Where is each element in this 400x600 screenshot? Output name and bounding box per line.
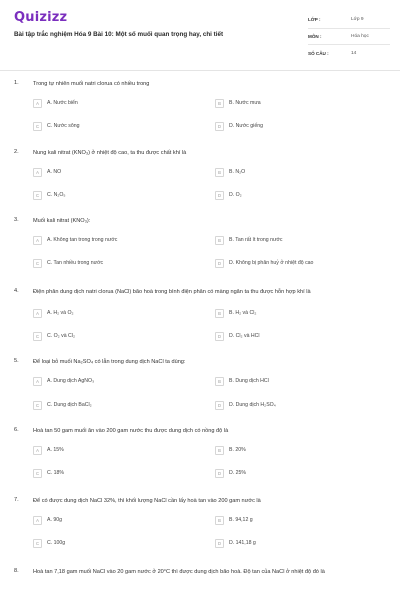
option-letter-badge: B [215, 168, 224, 177]
option-b[interactable] [215, 165, 365, 179]
option-letter-badge: A [33, 309, 42, 318]
option-letter-badge: B [215, 516, 224, 525]
option-c[interactable] [33, 466, 183, 480]
meta-label: SỐ CÂU : [308, 50, 329, 56]
option-a[interactable] [33, 96, 183, 110]
option-letter-badge: A [33, 168, 42, 177]
option-a[interactable] [33, 165, 183, 179]
meta-value: Lớp 9 [351, 17, 364, 23]
meta-label: MÔN : [308, 33, 322, 39]
option-letter-badge: B [215, 236, 224, 245]
option-letter-badge: A [33, 377, 42, 386]
question-text: Muối kali nitrat (KNO₃): [33, 218, 91, 224]
option-d[interactable] [215, 119, 365, 133]
option-a[interactable] [33, 233, 183, 247]
question-number: 6. [14, 427, 19, 433]
option-c[interactable] [33, 398, 183, 412]
worksheet-meta [308, 12, 390, 62]
option-text: C. 100g [47, 540, 66, 546]
option-text: D. Không bị phân huỷ ở nhiệt độ cao [229, 260, 314, 266]
question-number: 1. [14, 80, 19, 86]
option-text: A. Không tan trong trong nước [47, 237, 118, 243]
option-b[interactable] [215, 513, 365, 527]
option-text: A. Dung dịch AgNO₃ [47, 378, 95, 384]
question-text: Trong tự nhiên muối natri clorua có nhiều trong [33, 81, 150, 87]
option-letter-badge: C [33, 332, 42, 341]
question-text: Để loại bỏ muối Na₂SO₄ có lẫn trong dung dịch NaCl ta dùng: [33, 359, 186, 365]
option-text: A. 90g [47, 517, 62, 523]
option-a[interactable] [33, 374, 183, 388]
question-number: 5. [14, 358, 19, 364]
option-text: B. H₂ và Cl₂ [229, 310, 257, 316]
option-c[interactable] [33, 256, 183, 270]
option-d[interactable] [215, 398, 365, 412]
option-text: B. 20% [229, 447, 246, 453]
option-b[interactable] [215, 306, 365, 320]
question-number: 3. [14, 217, 19, 223]
question-text: Để có được dung dịch NaCl 32%, thì khối lượng NaCl cần lấy hoà tan vào 200 gam nước là [33, 498, 261, 504]
option-letter-badge: C [33, 191, 42, 200]
question-text: Hoà tan 7,18 gam muối NaCl vào 20 gam nước ở 20°C thì được dung dịch bão hoà. Độ tan của NaCl ở nhiệt độ đó là [33, 569, 325, 575]
option-text: B. Nước mưa [229, 100, 261, 106]
option-d[interactable] [215, 466, 365, 480]
option-d[interactable] [215, 256, 365, 270]
option-letter-badge: A [33, 516, 42, 525]
option-text: C. O₂ và Cl₂ [47, 333, 75, 339]
option-letter-badge: D [215, 332, 224, 341]
option-b[interactable] [215, 233, 365, 247]
option-letter-badge: C [33, 122, 42, 131]
meta-row-grade [308, 12, 390, 29]
option-text: D. 141,18 g [229, 540, 256, 546]
meta-label: LỚP : [308, 17, 321, 23]
option-letter-badge: C [33, 401, 42, 410]
option-b[interactable] [215, 443, 365, 457]
option-d[interactable] [215, 329, 365, 343]
option-a[interactable] [33, 513, 183, 527]
question-number: 7. [14, 497, 19, 503]
quizizz-logo: Quizizz [14, 10, 68, 25]
option-text: A. Nước biển [47, 100, 78, 106]
option-a[interactable] [33, 443, 183, 457]
question-text: Nung kali nitrat (KNO₃) ở nhiệt độ cao, ta thu được chất khí là [33, 150, 187, 156]
option-c[interactable] [33, 329, 183, 343]
meta-value: Hóa học [351, 33, 369, 39]
option-letter-badge: D [215, 122, 224, 131]
option-text: D. Nước giếng [229, 123, 263, 129]
option-text: D. 25% [229, 470, 247, 476]
option-letter-badge: D [215, 191, 224, 200]
option-letter-badge: C [33, 539, 42, 548]
option-letter-badge: B [215, 446, 224, 455]
option-d[interactable] [215, 536, 365, 550]
option-text: A. H₂ và O₂ [47, 310, 74, 316]
option-text: D. Dung dịch H₂SO₄ [229, 402, 276, 408]
document-title: Bài tập trắc nghiệm Hóa 9 Bài 10: Một số muối quan trọng hay, chi tiết [14, 31, 224, 38]
page-header [0, 0, 400, 68]
meta-row-question-count [308, 45, 390, 62]
question-number: 4. [14, 288, 19, 294]
option-text: C. Nước sông [47, 123, 80, 129]
option-text: B. Tan rất ít trong nước [229, 237, 283, 243]
option-text: A. 15% [47, 447, 64, 453]
option-b[interactable] [215, 96, 365, 110]
option-text: A. NO [47, 169, 62, 175]
option-a[interactable] [33, 306, 183, 320]
option-text: C. Tan nhiều trong nước [47, 260, 104, 266]
meta-row-subject [308, 29, 390, 46]
option-letter-badge: D [215, 259, 224, 268]
option-letter-badge: A [33, 236, 42, 245]
question-text: Hoà tan 50 gam muối ăn vào 200 gam nước thu được dung dịch có nồng độ là [33, 428, 229, 434]
option-letter-badge: A [33, 99, 42, 108]
option-c[interactable] [33, 536, 183, 550]
question-number: 8. [14, 568, 19, 574]
option-letter-badge: A [33, 446, 42, 455]
option-c[interactable] [33, 119, 183, 133]
option-letter-badge: D [215, 539, 224, 548]
option-letter-badge: D [215, 469, 224, 478]
option-d[interactable] [215, 188, 365, 202]
option-text: C. N₂O₅ [47, 192, 66, 198]
option-text: B. N₂O [229, 169, 246, 175]
question-text: Điện phân dung dịch natri clorua (NaCl) bão hoà trong bình điện phân có màng ngăn ta thu được hỗn hợp khí là [33, 289, 311, 295]
option-letter-badge: C [33, 259, 42, 268]
question-number: 2. [14, 149, 19, 155]
option-text: C. 18% [47, 470, 65, 476]
option-text: B. 94,12 g [229, 517, 253, 523]
option-text: D. Cl₂ và HCl [229, 333, 260, 339]
option-letter-badge: B [215, 309, 224, 318]
option-text: D. O₂ [229, 192, 242, 198]
option-b[interactable] [215, 374, 365, 388]
option-letter-badge: D [215, 401, 224, 410]
meta-value: 14 [351, 50, 357, 56]
option-text: C. Dung dịch BaCl₂ [47, 402, 92, 408]
option-letter-badge: B [215, 99, 224, 108]
option-letter-badge: C [33, 469, 42, 478]
header-divider [0, 70, 400, 71]
option-c[interactable] [33, 188, 183, 202]
option-letter-badge: B [215, 377, 224, 386]
option-text: B. Dung dịch HCl [229, 378, 269, 384]
